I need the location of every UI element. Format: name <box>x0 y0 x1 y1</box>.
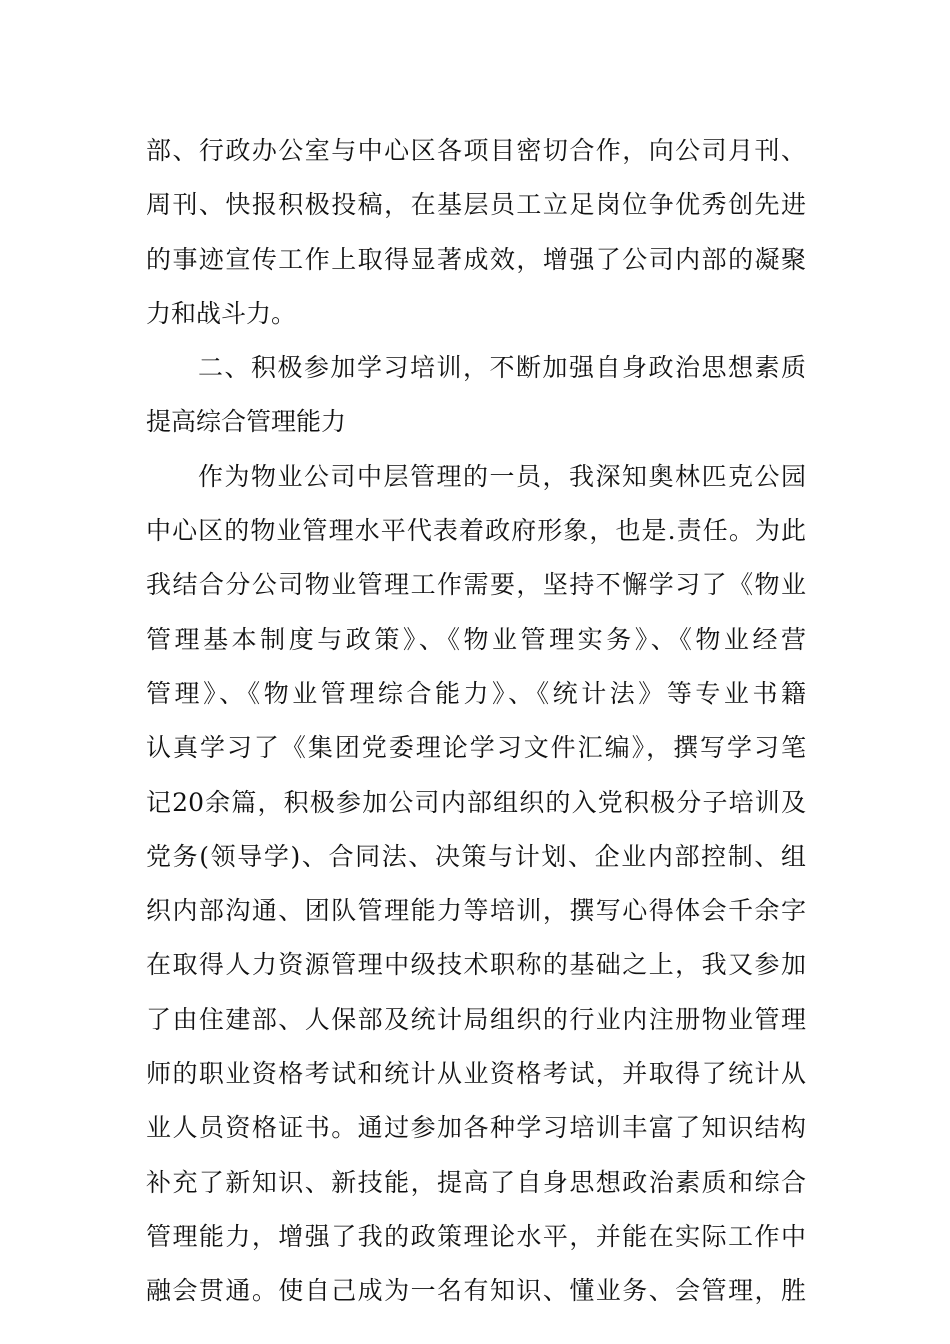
text-line: 提高综合管理能力 <box>146 407 347 437</box>
text-line: 在取得人力资源管理中级技术职称的基础之上，我又参加 <box>146 950 806 980</box>
text-line: 党务(领导学)、合同法、决策与计划、企业内部控制、组 <box>146 841 806 871</box>
text-line: 周刊、快报积极投稿，在基层员工立足岗位争优秀创先进 <box>146 190 806 220</box>
text-line: 作为物业公司中层管理的一员，我深知奥林匹克公园 <box>198 461 806 491</box>
text-line: 融会贯通。使自己成为一名有知识、懂业务、会管理，胜 <box>146 1276 806 1306</box>
text-line: 记20余篇，积极参加公司内部组织的入党积极分子培训及 <box>146 787 806 817</box>
text-line: 中心区的物业管理水平代表着政府形象，也是.责任。为此 <box>146 516 806 546</box>
text-line: 管理能力，增强了我的政策理论水平，并能在实际工作中 <box>146 1221 806 1251</box>
text-line: 管理基本制度与政策》、《物业管理实务》、《物业经营 <box>146 624 806 654</box>
text-line: 补充了新知识、新技能，提高了自身思想政治素质和综合 <box>146 1167 806 1197</box>
text-line: 了由住建部、人保部及统计局组织的行业内注册物业管理 <box>146 1004 806 1034</box>
document-body <box>146 124 806 1319</box>
text-line: 的事迹宣传工作上取得显著成效，增强了公司内部的凝聚 <box>146 244 806 274</box>
text-line: 管理》、《物业管理综合能力》、《统计法》等专业书籍 <box>146 678 806 708</box>
text-line: 业人员资格证书。通过参加各种学习培训丰富了知识结构 <box>146 1113 806 1143</box>
text-line: 织内部沟通、团队管理能力等培训，撰写心得体会千余字 <box>146 896 806 926</box>
text-line: 我结合分公司物业管理工作需要，坚持不懈学习了《物业 <box>146 570 806 600</box>
text-line: 部、行政办公室与中心区各项目密切合作，向公司月刊、 <box>146 136 806 165</box>
text-line: 认真学习了《集团党委理论学习文件汇编》，撰写学习笔 <box>146 733 806 763</box>
text-line: 二、积极参加学习培训，不断加强自身政治思想素质 <box>198 353 806 383</box>
text-line: 力和战斗力。 <box>146 298 297 328</box>
text-line: 师的职业资格考试和统计从业资格考试，并取得了统计从 <box>146 1059 806 1089</box>
